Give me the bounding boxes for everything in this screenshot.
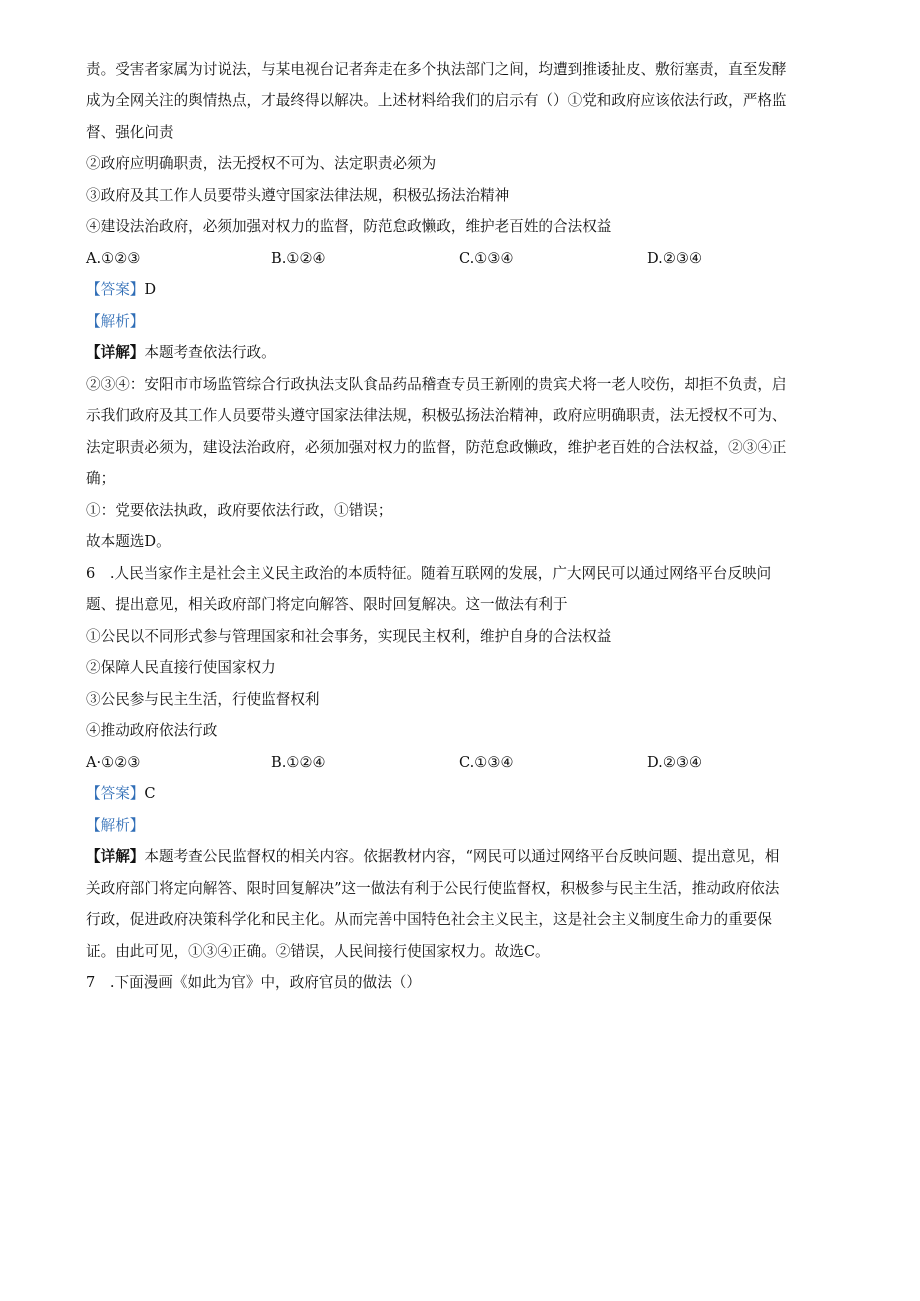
q6-option-b: B.①②④ (271, 754, 326, 771)
q6-statement-4: ④推动政府依法行政 (86, 722, 218, 739)
q6-analysis-label (86, 814, 834, 838)
q5-answer (86, 278, 834, 302)
q6-option-a: A·①②③ (86, 754, 141, 771)
q5-option-b: B.①②④ (271, 250, 326, 267)
q5-statement-2: ②政府应明确职责，法无授权不可为、法定职责必须为 (86, 155, 437, 172)
q6-detail-line-1 (86, 845, 834, 869)
q5-option-c: C.①③④ (459, 250, 514, 267)
q6-detail-line-3: 行政，促进政府决策科学化和民主化。从而完善中国特色社会主义民主，这是社会主义制度生命力的重要保 (86, 911, 772, 928)
q5-detail-first: 本题考查依法行政。 (144, 344, 276, 361)
q5-explanation-line-4: 确； (86, 470, 116, 487)
q6-analysis-label-text: 【解析】 (86, 817, 145, 834)
q7-stem: 7 .下面漫画《如此为官》中，政府官员的做法（） (86, 974, 421, 991)
q5-explanation-line-3: 法定职责必须为，建设法治政府，必须加强对权力的监督，防范怠政懒政，维护老百姓的合法权益，②③④正 (86, 439, 787, 456)
q6-statement-3: ③公民参与民主生活，行使监督权利 (86, 691, 320, 708)
q6-detail-text-1: 本题考查公民监督权的相关内容。依据教材内容，“网民可以通过网络平台反映问题、提出意见，相 (144, 848, 780, 865)
q5-statement-3: ③政府及其工作人员要带头遵守国家法律法规，积极弘扬法治精神 (86, 187, 510, 204)
q6-answer-label: 【答案】 (86, 785, 145, 802)
q6-stem-line-1: 6 .人民当家作主是社会主义民主政治的本质特征。随着互联网的发展，广大网民可以通过网络平台反映问 (86, 565, 772, 582)
q6-detail-line-4: 证。由此可见，①③④正确。②错误，人民间接行使国家权力。故选C。 (86, 943, 550, 960)
q5-statement-4: ④建设法治政府，必须加强对权力的监督，防范怠政懒政，维护老百姓的合法权益 (86, 218, 612, 235)
q5-answer-label: 【答案】 (86, 281, 145, 298)
q6-option-c: C.①③④ (459, 754, 514, 771)
q5-answer-value: D (144, 281, 157, 298)
q5-option-a: A.①②③ (86, 250, 141, 267)
q6-answer-value: C (144, 785, 156, 802)
q5-stem-line-3: 督、强化问责 (86, 124, 174, 141)
q5-explanation-line-1: ②③④：安阳市市场监管综合行政执法支队食品药品稽查专员王新刚的贵宾犬将一老人咬伤，却拒不负责，启 (86, 376, 787, 393)
q5-detail (86, 341, 834, 365)
q6-statement-1: ①公民以不同形式参与管理国家和社会事务，实现民主权利，维护自身的合法权益 (86, 628, 612, 645)
q5-analysis-label (86, 310, 834, 334)
q5-option-d: D.②③④ (647, 250, 703, 267)
q6-answer (86, 782, 834, 806)
q5-explanation-line-6: 故本题选D。 (86, 533, 171, 550)
q6-stem-line-2: 题、提出意见，相关政府部门将定向解答、限时回复解决。这一做法有利于 (86, 596, 568, 613)
q5-stem-line-1: 责。受害者家属为讨说法，与某电视台记者奔走在多个执法部门之间，均遭到推诿扯皮、敷衍塞责，直至发酵 (86, 61, 787, 78)
q5-explanation-line-5: ①：党要依法执政，政府要依法行政，①错误； (86, 502, 393, 519)
q6-detail-line-2: 关政府部门将定向解答、限时回复解决”这一做法有利于公民行使监督权，积极参与民主生活，推动政府依法 (86, 880, 780, 897)
q5-stem-line-2: 成为全网关注的舆情热点，才最终得以解决。上述材料给我们的启示有（）①党和政府应该依法行政，严格监 (86, 92, 787, 109)
q5-explanation-line-2: 示我们政府及其工作人员要带头遵守国家法律法规，积极弘扬法治精神，政府应明确职责，法无授权不可为、 (86, 407, 787, 424)
q6-option-d: D.②③④ (647, 754, 703, 771)
q5-detail-label: 【详解】 (86, 344, 145, 361)
q5-analysis-label-text: 【解析】 (86, 313, 145, 330)
q6-statement-2: ②保障人民直接行使国家权力 (86, 659, 276, 676)
q6-detail-label: 【详解】 (86, 848, 145, 865)
